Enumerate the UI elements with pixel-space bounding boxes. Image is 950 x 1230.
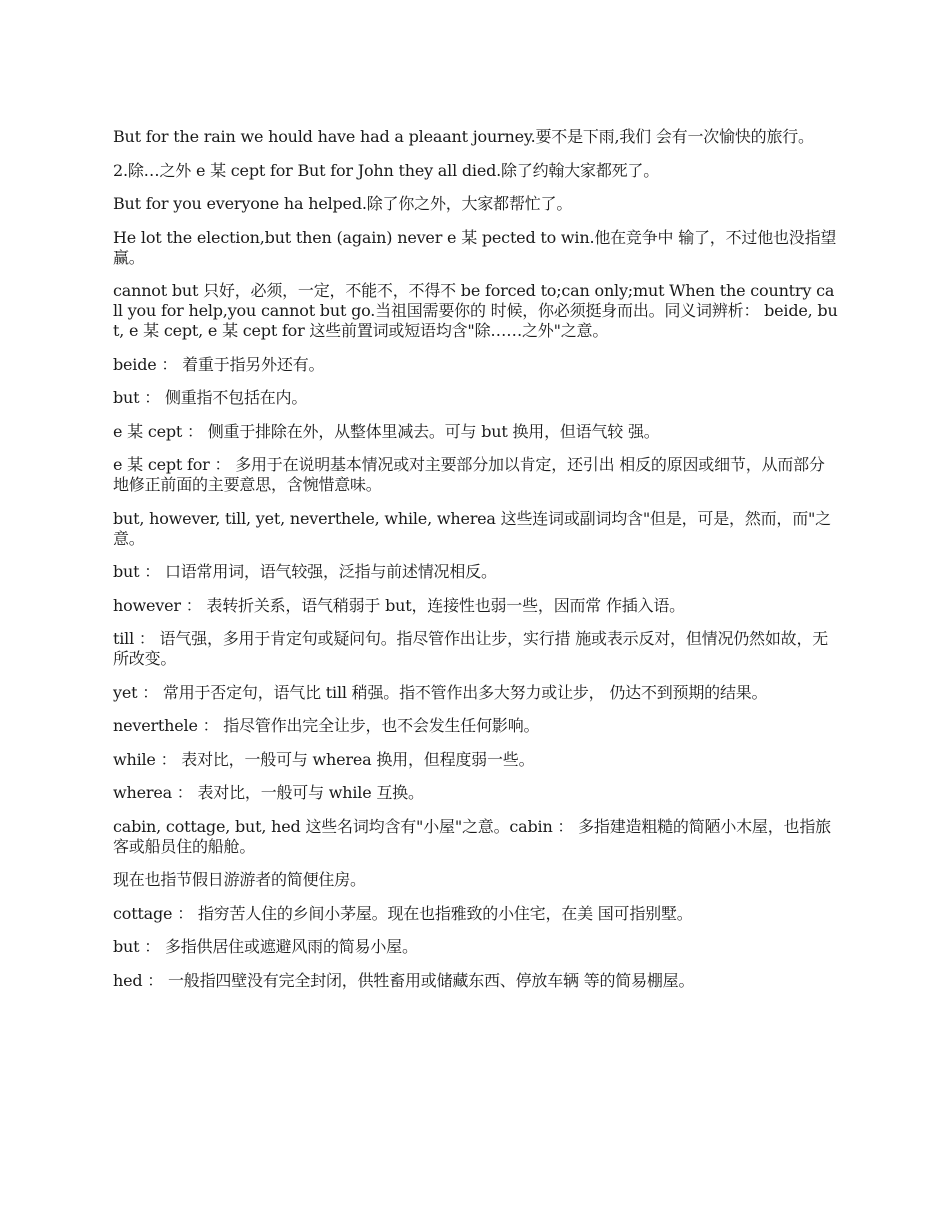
paragraph: neverthele ： 指尽管作出完全让步，也不会发生任何影响。 [113, 716, 540, 735]
document-body [113, 127, 838, 1004]
paragraph: But for the rain we hould have had a pleaant journey.要不是下雨,我们 会有一次愉快的旅行。 [113, 127, 814, 146]
paragraph: wherea ： 表对比，一般可与 while 互换。 [113, 783, 424, 802]
paragraph: hed ： 一般指四壁没有完全封闭，供牲畜用或储藏东西、停放车辆 等的简易棚屋。 [113, 970, 695, 990]
paragraph: but, however, till, yet, neverthele, while, wherea 这些连词或副词均含"但是，可是，然而，而"之意。 [113, 508, 831, 548]
paragraph: but ： 侧重指不包括在内。 [113, 388, 308, 407]
paragraph: cabin, cottage, but, hed 这些名词均含有"小屋"之意。cabin ： 多指建造粗糙的简陋小木屋，也指旅客或船员住的船舱。 [113, 816, 831, 856]
paragraph: 2.除…之外 e 某 cept for But for John they all died.除了约翰大家都死了。 [113, 160, 660, 180]
paragraph: beide ： 着重于指另外还有。 [113, 354, 325, 374]
paragraph: But for you everyone ha helped.除了你之外，大家都帮忙了。 [113, 194, 573, 213]
paragraph: yet ： 常用于否定句，语气比 till 稍强。指不管作出多大努力或让步， 仍达不到预期的结果。 [113, 682, 768, 702]
paragraph: while ： 表对比，一般可与 wherea 换用，但程度弱一些。 [113, 749, 535, 769]
paragraph: till ： 语气强，多用于肯定句或疑问句。指尽管作出让步，实行措 施或表示反对，但情况仍然如故，无所改变。 [113, 629, 829, 668]
paragraph: however ： 表转折关系，语气稍弱于 but，连接性也弱一些，因而常 作插入语。 [113, 595, 685, 615]
paragraph: e 某 cept for ： 多用于在说明基本情况或对主要部分加以肯定，还引出 相反的原因或细节，从而部分地修正前面的主要意思，含惋惜意味。 [113, 455, 825, 494]
paragraph: He lot the election,but then (again) never e 某 pected to win.他在竞争中 输了，不过他也没指望赢。 [113, 227, 837, 267]
paragraph: but ： 口语常用词，语气较强，泛指与前述情况相反。 [113, 562, 497, 581]
paragraph: cottage ： 指穷苦人住的乡间小茅屋。现在也指雅致的小住宅，在美 国可指别墅。 [113, 903, 693, 923]
paragraph: but ： 多指供居住或遮避风雨的简易小屋。 [113, 937, 418, 956]
paragraph: cannot but 只好，必须，一定，不能不，不得不 be forced to;can only;mut When the country call you for help,you cannot but go.当祖国需要你的 时候，你必须挺身而出。同义词辨析： beide, but, e 某 cept, e 某 cept for 这些前置词或短语均含"除……之外"之意。 [113, 281, 838, 340]
paragraph: 现在也指节假日游游者的简便住房。 [113, 870, 366, 889]
paragraph: e 某 cept ： 侧重于排除在外，从整体里减去。可与 but 换用，但语气较 强。 [113, 421, 660, 441]
